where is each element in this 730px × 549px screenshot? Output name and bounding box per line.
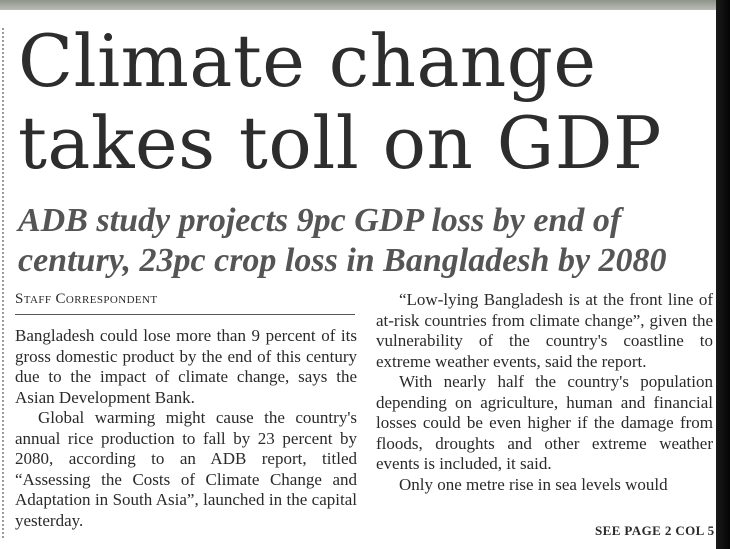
paragraph: With nearly half the country's population depending on agriculture, human and financial losses could be even higher if the damage from floods, droughts and other extreme weather events is included, it said. [376,372,713,473]
column-dotted-rule [2,28,4,538]
paragraph: Global warming might cause the country's annual rice production to fall by 23 percent by 2080, according to an ADB report, titled “Assessing the Costs of Climate Change and Adaptation in South Asia”, launched in the capital yesterday. [15,408,357,530]
page-edge-shadow [716,0,730,549]
headline-line-2: takes toll on GDP [18,101,662,185]
subheadline-line-2: century, 23pc crop loss in Bangladesh by 2080 [18,242,667,279]
paragraph: “Low-lying Bangladesh is at the front line of at-risk countries from climate change”, given the vulnerability of the country's coastline to extreme weather events, said the report. [376,290,713,371]
paragraph: Bangladesh could lose more than 9 percent of its gross domestic product by the end of this century due to the impact of climate change, says the Asian Development Bank. [15,326,357,407]
top-edge-band [0,0,730,10]
subheadline-line-1: ADB study projects 9pc GDP loss by end of [18,202,622,239]
byline-divider [15,314,355,315]
paragraph: Only one metre rise in sea levels would [399,474,668,494]
headline-line-1: Climate change [18,19,597,103]
continuation-jump: SEE PAGE 2 COL 5 [595,523,715,538]
byline: Staff Correspondent [15,291,158,307]
article-column-right [376,290,713,495]
headline [18,20,662,184]
subheadline [18,201,667,281]
article-column-left [15,326,357,531]
